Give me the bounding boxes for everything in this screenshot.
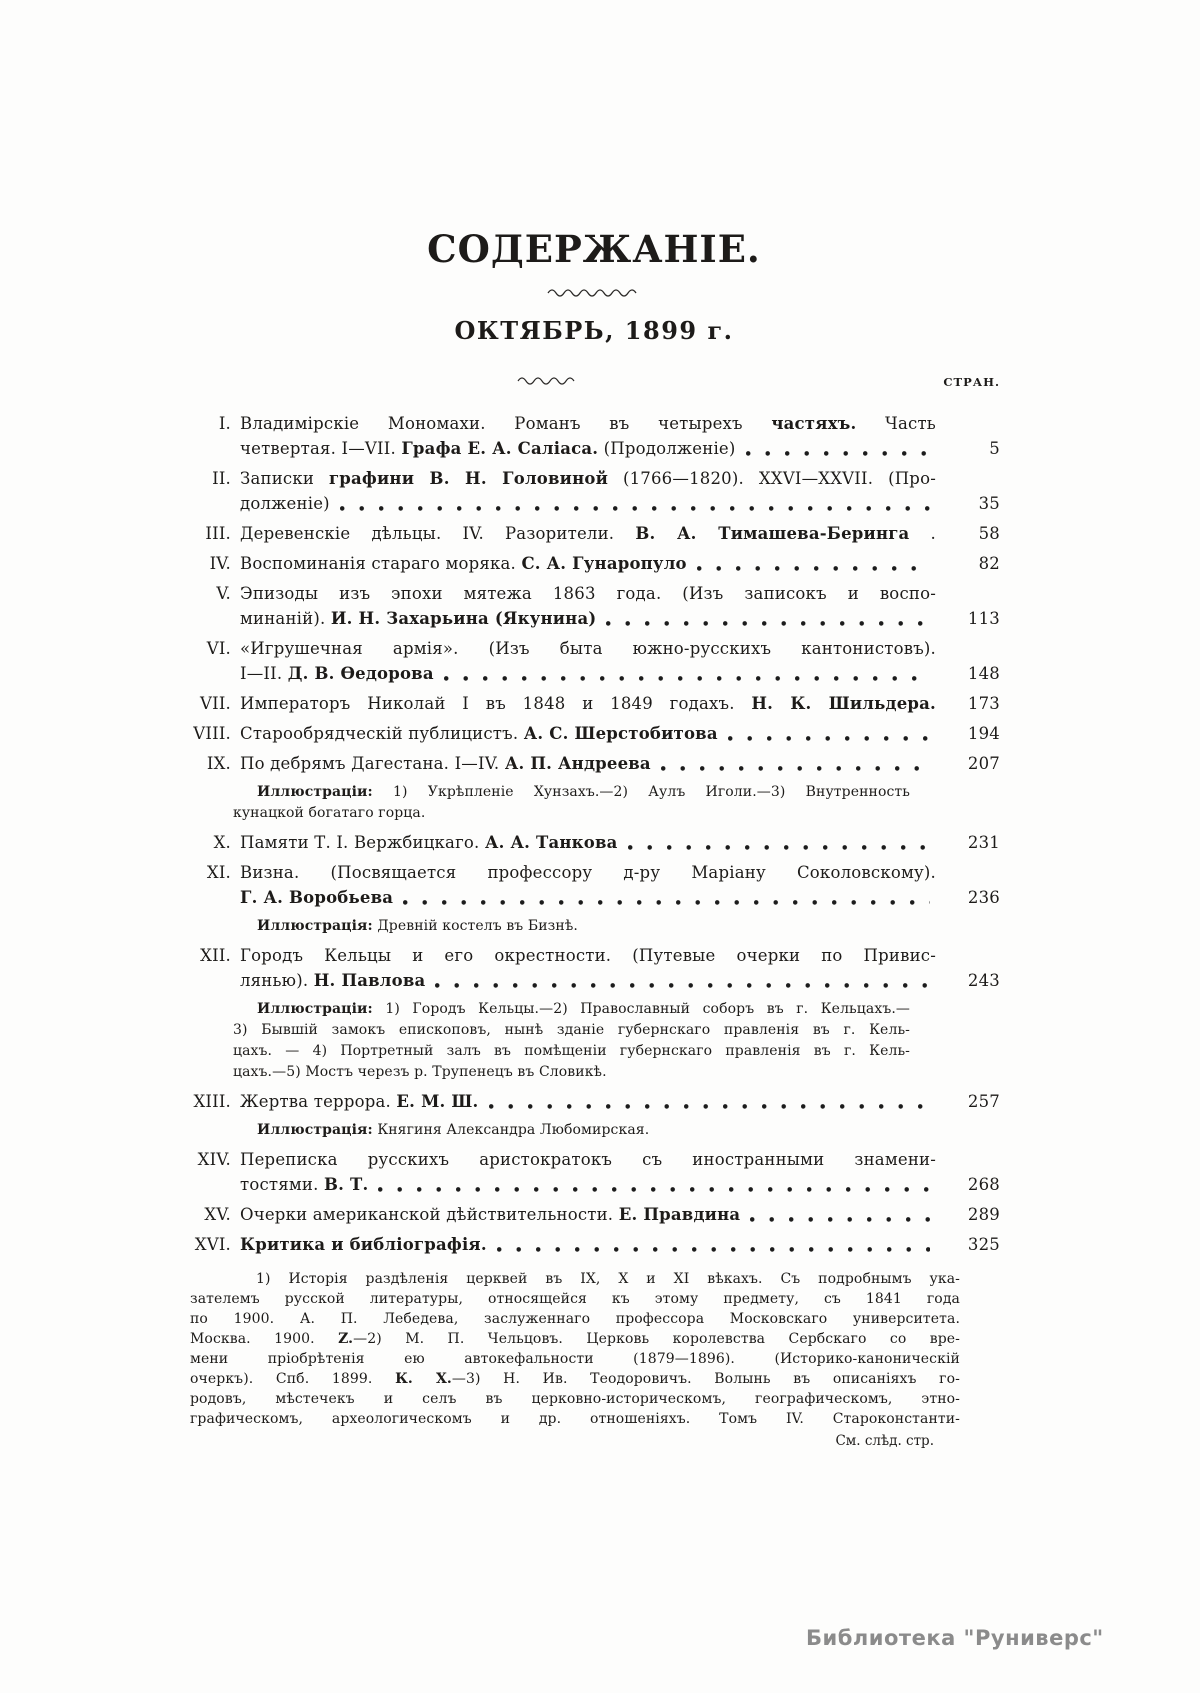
entry-text-line bbox=[240, 436, 936, 461]
text-run: Древній костелъ въ Бизнѣ. bbox=[372, 918, 578, 935]
text-run: Воспоминанія стараго моряка. bbox=[240, 554, 522, 574]
text-run: минаній). bbox=[240, 609, 331, 629]
toc-entry bbox=[188, 551, 1000, 576]
text-run: Императоръ Николай I въ 1848 и 1849 годахъ. bbox=[240, 694, 752, 714]
illustration-note-line bbox=[233, 1062, 910, 1083]
page-number: 236 bbox=[967, 888, 1000, 908]
toc-entry bbox=[188, 1089, 1000, 1114]
text-run: Записки bbox=[240, 469, 329, 489]
entry-text-line bbox=[240, 721, 936, 746]
entry-body bbox=[240, 943, 936, 993]
text-run: лянью). bbox=[240, 971, 314, 991]
page-number: 289 bbox=[967, 1205, 1000, 1225]
entry-number: III. bbox=[205, 524, 231, 544]
text-run: Иллюстраціи: bbox=[257, 784, 373, 801]
text-run: «Игрушечная армія». (Изъ быта южно-русскихъ кантонистовъ). bbox=[240, 639, 936, 659]
illustration-note-line bbox=[233, 782, 910, 803]
text-run: четвертая. I—VII. bbox=[240, 439, 402, 459]
dot-leader bbox=[489, 1103, 931, 1110]
entry-text-line bbox=[240, 551, 936, 576]
entry-number: X. bbox=[213, 833, 231, 853]
footnote-line bbox=[190, 1309, 960, 1329]
entry-number: V. bbox=[216, 584, 231, 604]
dot-leader bbox=[378, 1186, 930, 1193]
illustration-note bbox=[233, 1120, 910, 1141]
text-run: Z. bbox=[338, 1331, 354, 1348]
page-number: 325 bbox=[967, 1235, 1000, 1255]
page-content bbox=[188, 0, 1000, 1449]
dot-leader bbox=[444, 675, 930, 682]
text-run: Критика и библіографія. bbox=[240, 1235, 487, 1255]
illustration-note-line bbox=[233, 1041, 910, 1062]
footnote-line bbox=[190, 1389, 960, 1409]
entry-body bbox=[240, 830, 936, 855]
footnote-line bbox=[190, 1349, 960, 1369]
footnote-line bbox=[190, 1289, 960, 1309]
text-run: В. Т. bbox=[323, 1175, 369, 1195]
entry-text-line bbox=[240, 830, 936, 855]
illustration-note-line bbox=[233, 916, 910, 937]
text-run: С. А. Гунаропуло bbox=[521, 554, 687, 574]
dot-leader bbox=[750, 1216, 930, 1223]
text-run: 3) Бывшій замокъ епископовъ, нынѣ зданіе губернскаго правленія въ г. Кель- bbox=[233, 1022, 910, 1039]
entry-text-line bbox=[240, 606, 936, 631]
entry-number: XVI. bbox=[194, 1235, 231, 1255]
entry-body bbox=[240, 860, 936, 910]
entry-body bbox=[240, 751, 936, 776]
entry-text-line bbox=[240, 968, 936, 993]
see-next-page-note: См. слѣд. стр. bbox=[835, 1433, 934, 1450]
entry-body bbox=[240, 721, 936, 746]
text-run: долженіе) bbox=[240, 494, 330, 514]
entry-text-line bbox=[240, 860, 936, 885]
text-run: Н. К. Шильдера. bbox=[751, 694, 936, 714]
entry-text-line bbox=[240, 1202, 936, 1227]
dot-leader bbox=[746, 450, 930, 457]
toc-entry bbox=[188, 466, 1000, 516]
toc-entry bbox=[188, 751, 1000, 776]
entry-text-line bbox=[240, 943, 936, 968]
text-run: частяхъ. bbox=[771, 414, 857, 434]
entry-number: XI. bbox=[206, 863, 231, 883]
toc-entry bbox=[188, 830, 1000, 855]
text-run: графическомъ, археологическомъ и др. отношеніяхъ. Томъ IV. Староконстанти- bbox=[190, 1411, 960, 1428]
toc-entry bbox=[188, 1147, 1000, 1197]
toc-entry bbox=[188, 1232, 1000, 1257]
illustration-note-line bbox=[233, 1120, 910, 1141]
illustration-note bbox=[233, 916, 910, 937]
entry-body bbox=[240, 521, 936, 546]
text-run: 1) Укрѣпленіе Хунзахъ.—2) Аулъ Иголи.—3) Внутренность bbox=[372, 784, 910, 801]
illustration-note-line bbox=[233, 1020, 910, 1041]
page-number: 148 bbox=[967, 664, 1000, 684]
runivers-watermark: Библиотека "Руниверс" bbox=[806, 1626, 1104, 1650]
text-run: К. Х. bbox=[395, 1371, 452, 1388]
entry-number: VII. bbox=[200, 694, 231, 714]
page-number: 5 bbox=[989, 439, 1000, 459]
entry-number: IV. bbox=[209, 554, 231, 574]
text-run: Часть bbox=[856, 414, 936, 434]
text-run: Н. Павлова bbox=[313, 971, 426, 991]
text-run: И. Н. Захарьина (Якунина) bbox=[330, 609, 597, 629]
footnote-line bbox=[190, 1269, 960, 1289]
toc-entry bbox=[188, 721, 1000, 746]
text-run: Иллюстрація: bbox=[257, 1122, 373, 1139]
text-run: —3) Н. Ив. Теодоровичъ. Волынь въ описаніяхъ го- bbox=[451, 1371, 960, 1388]
text-run: —2) М. П. Чельцовъ. Церковь королевства Сербскаго со вре- bbox=[353, 1331, 960, 1348]
text-run: Старообрядческій публицистъ. bbox=[240, 724, 524, 744]
text-run: Очерки американской дѣйствительности. bbox=[240, 1205, 619, 1225]
entry-text-line bbox=[240, 1089, 936, 1114]
page-column-header: СТРАН. bbox=[943, 375, 1000, 390]
toc-entry bbox=[188, 411, 1000, 461]
entry-body bbox=[240, 1202, 936, 1227]
text-run: графини В. Н. Головиной bbox=[328, 469, 609, 489]
page-number: 231 bbox=[967, 833, 1000, 853]
text-run: Городъ Кельцы и его окрестности. (Путевые очерки по Привис- bbox=[240, 946, 936, 966]
entry-number: VIII. bbox=[193, 724, 231, 744]
entry-number: II. bbox=[212, 469, 231, 489]
footnote-line bbox=[190, 1409, 960, 1429]
entry-body bbox=[240, 691, 936, 716]
entry-number: I. bbox=[218, 414, 231, 434]
entry-body bbox=[240, 1147, 936, 1197]
text-run: Иллюстрація: bbox=[257, 918, 373, 935]
page-number: 82 bbox=[978, 554, 1000, 574]
text-run: Деревенскіе дѣльцы. IV. Разорители. bbox=[240, 524, 636, 544]
bibliography-footnote bbox=[190, 1269, 960, 1429]
footnote-line bbox=[190, 1329, 960, 1349]
text-run: Эпизоды изъ эпохи мятежа 1863 года. (Изъ записокъ и воспо- bbox=[240, 584, 936, 604]
illustration-note-line bbox=[233, 999, 910, 1020]
dot-leader bbox=[661, 765, 930, 772]
text-run: По дебрямъ Дагестана. I—IV. bbox=[240, 754, 505, 774]
text-run: Переписка русскихъ аристократокъ съ иностранными знамени- bbox=[240, 1150, 936, 1170]
text-run: тостями. bbox=[240, 1175, 324, 1195]
entry-body bbox=[240, 636, 936, 686]
text-run: 1) Исторія раздѣленія церквей въ IX, X и XI вѣкахъ. Съ подробнымъ ука- bbox=[256, 1271, 960, 1288]
text-run: очеркъ). Спб. 1899. bbox=[190, 1371, 396, 1388]
dot-leader bbox=[340, 505, 930, 512]
dot-leader bbox=[628, 844, 930, 851]
entry-text-line bbox=[240, 885, 936, 910]
text-run: Е. М. Ш. bbox=[396, 1092, 479, 1112]
dot-leader bbox=[728, 735, 930, 742]
entry-body bbox=[240, 1232, 936, 1257]
toc-entry bbox=[188, 636, 1000, 686]
page-number: 268 bbox=[967, 1175, 1000, 1195]
entry-text-line bbox=[240, 636, 936, 661]
entry-number: VI. bbox=[206, 639, 231, 659]
text-run: Иллюстраціи: bbox=[257, 1001, 373, 1018]
toc-entry bbox=[188, 1202, 1000, 1227]
entry-text-line bbox=[240, 751, 936, 776]
entry-body bbox=[240, 581, 936, 631]
text-run: I—II. bbox=[240, 664, 288, 684]
text-run: цахъ. — 4) Портретный залъ въ помѣщеніи губернскаго правленія въ г. Кель- bbox=[233, 1043, 910, 1060]
entry-number: IX. bbox=[206, 754, 231, 774]
text-run: по 1900. А. П. Лебедева, заслуженнаго профессора Московскаго университета. bbox=[190, 1311, 960, 1328]
page-number: 113 bbox=[967, 609, 1000, 629]
toc-entry bbox=[188, 691, 1000, 716]
text-run: (1766—1820). XXVI—XXVII. (Про- bbox=[608, 469, 936, 489]
entry-text-line bbox=[240, 1232, 936, 1257]
dot-leader bbox=[606, 620, 930, 627]
entry-body bbox=[240, 466, 936, 516]
text-run: Визна. (Посвящается профессору д-ру Маріану Соколовскому). bbox=[240, 863, 936, 883]
table-of-contents bbox=[188, 411, 1000, 1257]
page-number: 58 bbox=[978, 524, 1000, 544]
entry-number: XIII. bbox=[193, 1092, 231, 1112]
illustration-note-line bbox=[233, 803, 910, 824]
entry-body bbox=[240, 411, 936, 461]
text-run: Е. Правдина bbox=[618, 1205, 741, 1225]
entry-text-line bbox=[240, 491, 936, 516]
entry-number: XII. bbox=[200, 946, 231, 966]
text-run: Жертва террора. bbox=[240, 1092, 397, 1112]
illustration-note bbox=[233, 782, 910, 824]
entry-body bbox=[240, 1089, 936, 1114]
text-run: (Продолженіе) bbox=[598, 439, 736, 459]
entry-text-line bbox=[240, 521, 936, 546]
entry-text-line bbox=[240, 1147, 936, 1172]
text-run: Москва. 1900. bbox=[190, 1331, 339, 1348]
text-run: А. С. Шерстобитова bbox=[523, 724, 718, 744]
text-run: Памяти Т. І. Вержбицкаго. bbox=[240, 833, 485, 853]
entry-text-line bbox=[240, 691, 936, 716]
toc-entry bbox=[188, 943, 1000, 993]
toc-entry bbox=[188, 860, 1000, 910]
footnote-line bbox=[190, 1369, 960, 1389]
text-run: родовъ, мѣстечекъ и селъ въ церковно-историческомъ, географическомъ, этно- bbox=[190, 1391, 960, 1408]
illustration-note bbox=[233, 999, 910, 1083]
dot-leader bbox=[497, 1246, 930, 1253]
page-number: 207 bbox=[967, 754, 1000, 774]
entry-text-line bbox=[240, 581, 936, 606]
text-run: цахъ.—5) Мостъ черезъ р. Трупенецъ въ Словикѣ. bbox=[233, 1064, 607, 1081]
entry-number: XV. bbox=[204, 1205, 231, 1225]
text-run: кунацкой богатаго горца. bbox=[233, 805, 426, 822]
page-number: 257 bbox=[967, 1092, 1000, 1112]
entry-text-line bbox=[240, 466, 936, 491]
text-run: зателемъ русской литературы, относящейся къ этому предмету, съ 1841 года bbox=[190, 1291, 960, 1308]
toc-entry bbox=[188, 581, 1000, 631]
squiggle-divider bbox=[546, 287, 642, 297]
text-run: Г. А. Воробьева bbox=[240, 888, 394, 908]
text-run: Княгиня Александра Любомирская. bbox=[372, 1122, 650, 1139]
dot-leader bbox=[435, 982, 930, 989]
text-run: Д. В. Ѳедорова bbox=[287, 664, 434, 684]
squiggle-divider bbox=[516, 375, 578, 385]
page-number: 35 bbox=[978, 494, 1000, 514]
entry-text-line bbox=[240, 1172, 936, 1197]
dot-leader bbox=[403, 899, 930, 906]
column-header-row bbox=[188, 371, 1000, 393]
text-run: 1) Городъ Кельцы.—2) Православный соборъ въ г. Кельцахъ.— bbox=[372, 1001, 910, 1018]
page-number: 194 bbox=[967, 724, 1000, 744]
entry-text-line bbox=[240, 661, 936, 686]
page-number: 243 bbox=[967, 971, 1000, 991]
text-run: Владимірскіе Мономахи. Романъ въ четырехъ bbox=[240, 414, 772, 434]
text-run: . bbox=[909, 524, 936, 544]
text-run: В. А. Тимашева-Беринга bbox=[635, 524, 910, 544]
issue-heading: ОКТЯБРЬ, 1899 г. bbox=[454, 315, 734, 345]
page-number: 173 bbox=[967, 694, 1000, 714]
text-run: А. А. Танкова bbox=[484, 833, 618, 853]
toc-entry bbox=[188, 521, 1000, 546]
entry-number: XIV. bbox=[197, 1150, 231, 1170]
text-run: мени пріобрѣтенія ею автокефальности (1879—1896). (Историко-каноническій bbox=[190, 1351, 960, 1368]
text-run: А. П. Андреева bbox=[504, 754, 651, 774]
entry-body bbox=[240, 551, 936, 576]
page-title: СОДЕРЖАНІЕ. bbox=[427, 227, 761, 271]
text-run: Графа Е. А. Саліаса. bbox=[401, 439, 599, 459]
dot-leader bbox=[697, 565, 930, 572]
entry-text-line bbox=[240, 411, 936, 436]
